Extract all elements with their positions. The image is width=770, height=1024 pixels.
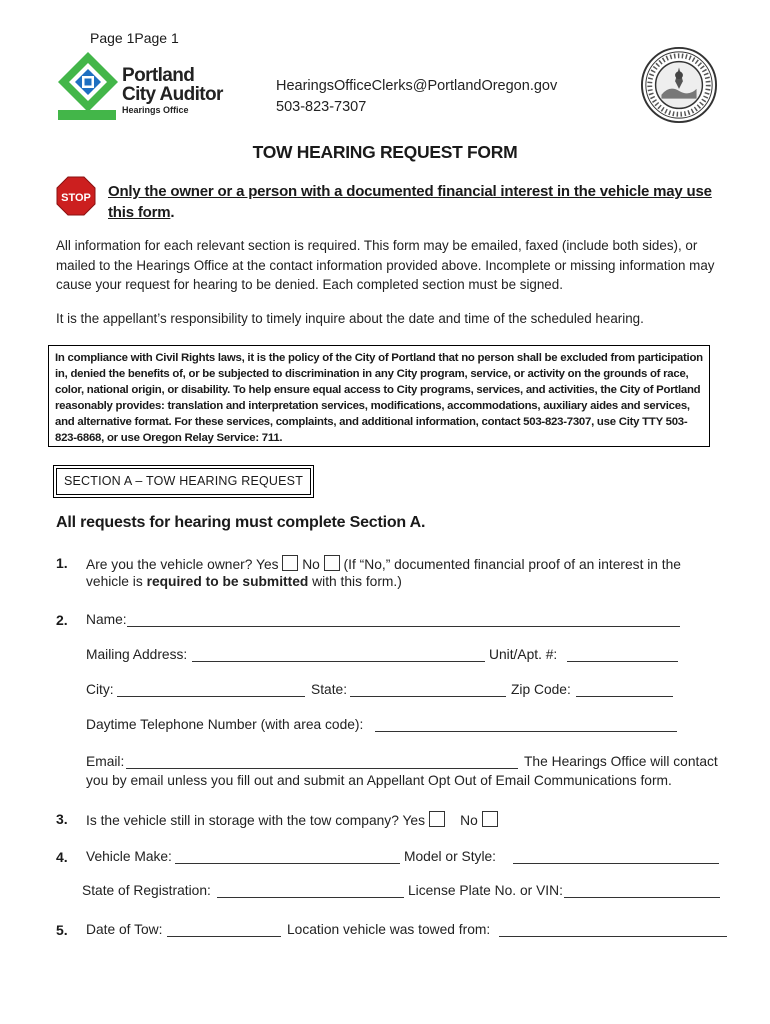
contact-info <box>276 76 557 118</box>
portland-city-seal-icon <box>640 46 718 124</box>
q1-text: Are you the vehicle owner? Yes <box>86 557 279 572</box>
mailing-address-label: Mailing Address: <box>86 647 188 662</box>
section-a-label: SECTION A – TOW HEARING REQUEST <box>56 468 311 495</box>
q1-required: required to be submitted <box>146 574 309 589</box>
q3-no-label: No <box>460 813 478 828</box>
stop-sign-icon <box>56 176 96 216</box>
zip-field[interactable] <box>576 696 673 697</box>
unit-label: Unit/Apt. #: <box>489 647 558 662</box>
q4-number: 4. <box>56 849 68 865</box>
q1-line2: vehicle is required to be submitted with this form.) <box>86 574 402 589</box>
unit-field[interactable] <box>567 661 678 662</box>
phone-field[interactable] <box>375 731 677 732</box>
owner-warning: Only the owner or a person with a documented financial interest in the vehicle may use this form. <box>108 183 712 221</box>
storage-yes-checkbox[interactable] <box>429 811 445 827</box>
name-field[interactable] <box>127 626 680 627</box>
q1-row <box>86 555 681 572</box>
date-of-tow-field[interactable] <box>167 936 281 937</box>
email-note-2: you by email unless you fill out and submit an Appellant Opt Out of Email Communications form. <box>86 773 672 788</box>
section-a-heading: All requests for hearing must complete Section A. <box>56 514 426 531</box>
q1-no-label: No <box>302 557 320 572</box>
logo-line-hearings-office: Hearings Office <box>122 105 189 115</box>
tow-location-label: Location vehicle was towed from: <box>287 922 491 937</box>
contact-email: HearingsOfficeClerks@PortlandOregon.gov <box>276 78 558 94</box>
q5-number: 5. <box>56 922 68 938</box>
contact-phone: 503-823-7307 <box>276 99 367 115</box>
state-registration-label: State of Registration: <box>82 883 211 898</box>
form-title: TOW HEARING REQUEST FORM <box>252 142 518 162</box>
appellant-responsibility: It is the appellant’s responsibility to timely inquire about the date and time of the scheduled hearing. <box>56 311 644 326</box>
logo-line-portland: Portland <box>122 65 195 86</box>
storage-no-checkbox[interactable] <box>482 811 498 827</box>
zip-label: Zip Code: <box>511 682 571 697</box>
email-field[interactable] <box>126 768 518 769</box>
owner-warning-text: Only the owner or a person with a documented financial interest in the vehicle may use this form <box>108 183 712 221</box>
owner-no-checkbox[interactable] <box>324 555 340 571</box>
model-label: Model or Style: <box>404 849 497 864</box>
vehicle-make-field[interactable] <box>175 863 400 864</box>
stop-sign-text: STOP <box>61 192 91 204</box>
q2-number: 2. <box>56 612 68 628</box>
owner-yes-checkbox[interactable] <box>282 555 298 571</box>
vehicle-make-label: Vehicle Make: <box>86 849 172 864</box>
name-label: Name: <box>86 612 127 627</box>
intro-paragraph: All information for each relevant section is required. This form may be emailed, faxed (include both sides), or mailed to the Hearings Office at the contact information provided above. Incomplete or missing information may cause your request for hearing to be denied. Each completed section must be signed. <box>56 238 715 292</box>
state-registration-field[interactable] <box>217 897 404 898</box>
logo-text <box>122 66 223 115</box>
civil-rights-notice: In compliance with Civil Rights laws, it is the policy of the City of Portland that no person shall be excluded from participation in, denied the benefits of, or be subjected to discrimination in any City program, service, or activity on the grounds of race, color, national origin, or disability. To help ensure equal access to City programs, services, and activities, the City of Portland reasonably provides: translation and interpretation services, modifications, accommodations, auxiliary aides and services, and alternative format. For these services, complaints, and additional information, contact 503-823-7307, use City TTY 503-823-6868, or use Oregon Relay Service: 711. <box>48 345 710 447</box>
email-note-1: The Hearings Office will contact <box>524 754 718 769</box>
state-label: State: <box>311 682 348 697</box>
phone-label: Daytime Telephone Number (with area code): <box>86 717 364 732</box>
tow-location-field[interactable] <box>499 936 727 937</box>
model-field[interactable] <box>513 863 719 864</box>
q1-number: 1. <box>56 555 68 571</box>
plate-field[interactable] <box>564 897 720 898</box>
q1-note: (If “No,” documented financial proof of an interest in the <box>343 557 681 572</box>
q3-number: 3. <box>56 811 68 827</box>
state-field[interactable] <box>350 696 506 697</box>
q3-row <box>86 811 498 828</box>
logo-line-city-auditor: City Auditor <box>122 84 223 105</box>
plate-label: License Plate No. or VIN: <box>408 883 563 898</box>
email-label: Email: <box>86 754 125 769</box>
city-field[interactable] <box>117 696 305 697</box>
date-of-tow-label: Date of Tow: <box>86 922 163 937</box>
page-label: Page 1Page 1 <box>90 30 179 46</box>
mailing-address-field[interactable] <box>192 661 485 662</box>
city-label: City: <box>86 682 114 697</box>
q3-text: Is the vehicle still in storage with the tow company? Yes <box>86 813 425 828</box>
section-a-label-box <box>53 465 314 498</box>
